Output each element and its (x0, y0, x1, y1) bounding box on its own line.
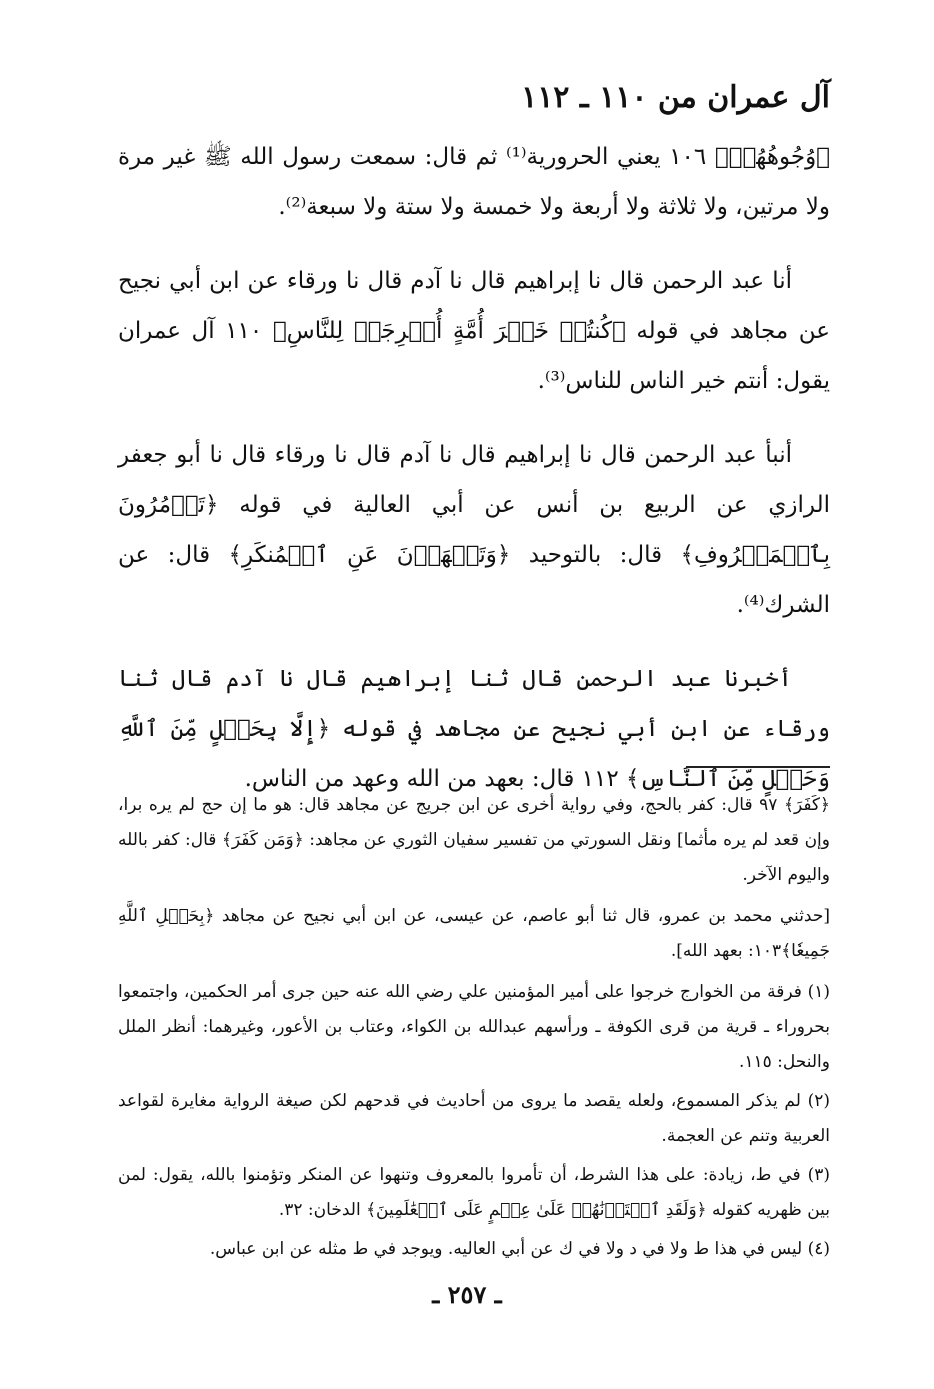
editorial-note-kafara: ﴿كَفَرَ﴾ ٩٧ قال: كفر بالحج، وفي رواية أخرى عن ابن جريج عن مجاهد قال: هو ما إن حج لم يره برا، وإن قعد لم يره مأثما] ونقل السورتي من تفسير سفيان الثوري عن مجاهد: ﴿وَمَن كَفَرَ﴾ قال: كفر بالله واليوم الآخر. (118, 795, 830, 885)
footnote-4: (٤) ليس في هذا ط ولا في د ولا في ك عن أبي العاليه. ويوجد في ط مثله عن ابن عباس. (209, 1239, 830, 1259)
paragraph-continuation: ﴿وُجُوهُهُمۡ﴾ ١٠٦ يعني الحرورية⁽¹⁾ ثم قال: سمعت رسول الله ﷺ غير مرة ولا مرتين، ولا ثلاثة ولا أربعة ولا خمسة ولا ستة ولا سبعة⁽²⁾. (118, 144, 830, 220)
header-title: آل عمران من ١١٠ ـ ١١٢ (521, 80, 830, 115)
running-header (110, 80, 830, 115)
paragraph-amr-bil-maruf: أنبأ عبد الرحمن قال نا إبراهيم قال نا آدم قال نا ورقاء قال نا أبو جعفر الرازي عن الربيع بن أنس عن أبي العالية في قوله ﴿تَأۡمُرُونَ بِٱلۡمَعۡرُوفِ﴾ قال: بالتوحيد ﴿وَتَنۡهَوۡنَ عَنِ ٱلۡمُنكَرِ﴾ قال: عن الشرك⁽⁴⁾. (118, 442, 830, 618)
paragraph-khayr-umma: أنا عبد الرحمن قال نا إبراهيم قال نا آدم قال نا ورقاء عن ابن أبي نجيح عن مجاهد في قوله ﴿كُنتُمۡ خَيۡرَ أُمَّةٍ أُخۡرِجَتۡ لِلنَّاسِ﴾ ١١٠ آل عمران يقول: أنتم خير الناس للناس⁽³⁾. (118, 268, 830, 394)
footnote-3: (٣) في ط، زيادة: على هذا الشرط، أن تأمروا بالمعروف وتنهوا عن المنكر وتؤمنوا بالله، يقول: لمن بين ظهريه كقوله ﴿وَلَقَدِ ٱخۡتَرۡنَٰهُمۡ عَلَىٰ عِلۡمٍ عَلَى ٱلۡعَٰلَمِينَ﴾ الدخان: ٣٢. (118, 1165, 830, 1220)
footnote-separator (686, 766, 830, 768)
main-text (118, 132, 830, 828)
footnote-2: (٢) لم يذكر المسموع، ولعله يقصد ما يروى من أحاديث في قدحهم لكن صيغة الرواية مغايرة لقواعد العربية وتنم عن العجمة. (118, 1091, 830, 1146)
page-number: ـ ٢٥٧ ـ (432, 1280, 502, 1309)
editorial-note-habl: [حدثني محمد بن عمرو، قال ثنا أبو عاصم، عن عيسى، عن ابن أبي نجيح عن مجاهد ﴿بِحَبۡلِ ٱللَّهِ جَمِيعٗا﴾١٠٣: بعهد الله]. (118, 906, 830, 961)
footnote-1: (١) فرقة من الخوارج خرجوا على أمير المؤمنين علي رضي الله عنه حين جرى أمر الحكمين، واجتمعوا بحروراء ـ قرية من قرى الكوفة ـ ورأسهم عبدالله بن الكواء، وعتاب بن الأعور، وغيرهما: أنظر الملل والنحل: ١١٥. (118, 982, 830, 1072)
paragraph-habl-min-allah: أخبرنا عبد الرحمن قال ثنا إبراهيم قال نا آدم قال ثنا ورقاء عن ابن أبي نجيح عن مجاهد في قوله ﴿إِلَّا بِحَبۡلٍ مِّنَ ٱللَّهِ وَحَبۡلٍ مِّنَ ٱلنَّاسِ﴾ ١١٢ قال: بعهد من الله وعهد من الناس. (118, 666, 830, 792)
footnotes-section (118, 788, 830, 1271)
